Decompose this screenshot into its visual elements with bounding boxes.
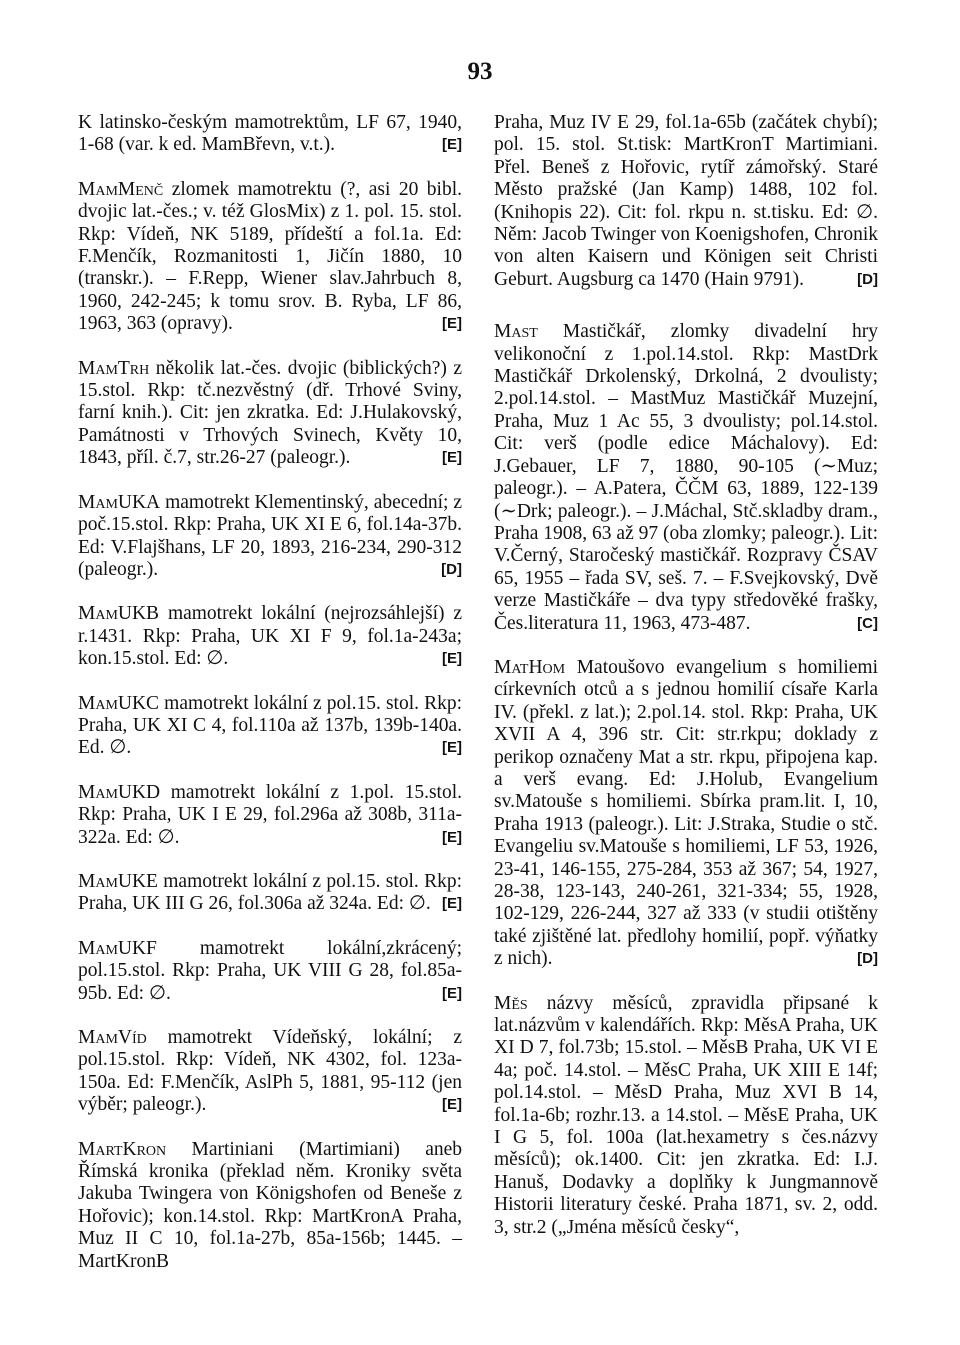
entry-headword: MamUKF — [78, 937, 157, 959]
entry-headword: MamUKD — [78, 781, 161, 803]
entry-martkron-continued — [494, 112, 878, 291]
entry-headword: MamUKC — [78, 692, 160, 714]
entry-mamuke — [78, 871, 462, 916]
entry-headword: MamUKE — [78, 870, 158, 892]
category-tag: [D] — [857, 270, 878, 288]
entry-headword: MamTrh — [78, 357, 150, 379]
entry-mamukf — [78, 938, 462, 1005]
category-tag: [E] — [442, 984, 462, 1002]
entry-mamtrh — [78, 358, 462, 470]
entry-text: mamotrekt lokální (nejrozsáhlejší) z r.1431. Rkp: Praha, UK XI F 9, fol.1a-243a; kon.15.stol. Ed: ∅. — [78, 603, 462, 670]
entry-text: Mastičkář, zlomky divadelní hry velikonoční z 1.pol.14.stol. Rkp: MastDrk Mastičkář Drkolenský, Drkolná, 2 dvoulisty; 2.pol.14.stol. – MastMuz Mastičkář Muzejní, Praha, Muz 1 Ac 55, 3 dvoulisty; pol.14.stol. Cit: verš (podle edice Máchalovy). Ed: J.Gebauer, LF 7, 1880, 90-105 (∼Muz; paleogr.). – A.Patera, ČČM 63, 1889, 122-139 (∼Drk; paleogr.). – J.Máchal, Stč.skladby dram., Praha 1908, 63 až 97 (oba zlomky; paleogr.). Lit: V.Černý, Staročeský mastičkář. Rozpravy ČSAV 65, 1955 – řada SV, seš. 7. – F.Svejkovský, Dvě verze Mastičkáře – dva typy středověké frašky, Čes.literatura 11, 1963, 473-487. — [494, 321, 878, 634]
category-tag: [E] — [442, 1096, 462, 1114]
entry-continuation — [78, 112, 462, 157]
entry-text: mamotrekt Klementinský, abecední; z poč.15.stol. Rkp: Praha, UK XI E 6, fol.14a-37b. Ed: V.Flajšhans, LF 20, 1893, 216-234, 290-312 (paleogr.). — [78, 491, 462, 580]
category-tag: [E] — [442, 650, 462, 668]
entry-mamukb — [78, 603, 462, 670]
entry-mast — [494, 321, 878, 635]
entry-headword: MartKron — [78, 1138, 167, 1160]
category-tag: [C] — [857, 614, 878, 632]
page-number: 93 — [467, 58, 493, 85]
entry-mamuka — [78, 492, 462, 582]
entry-mes — [494, 993, 878, 1239]
entry-mamukd — [78, 782, 462, 849]
entry-mamukc — [78, 693, 462, 760]
entry-text: mamotrekt lokální z pol.15. stol. Rkp: Praha, UK III G 26, fol.306a až 324a. Ed: ∅. — [78, 870, 462, 915]
entry-headword: Měs — [494, 992, 528, 1014]
category-tag: [E] — [442, 136, 462, 154]
entry-text: zlomek mamotrektu (?, asi 20 bibl. dvojic lat.-čes.; v. též GlosMix) z 1. pol. 15. stol. Rkp: Vídeň, NK 5189, přídeští a fol.1a. Ed: F.Menčík, Rozmanitosti 1, Jičín 1880, 10 (transkr.). – F.Repp, Wiener slav.Jahrbuch 8, 1960, 242-245; k tomu srov. B. Ryba, LF 86, 1963, 363 (opravy). — [78, 178, 463, 335]
category-tag: [E] — [442, 895, 462, 913]
entry-text: mamotrekt lokální z pol.15. stol. Rkp: Praha, UK XI C 4, fol.110a až 137b, 139b-140a. Ed. ∅. — [78, 692, 463, 759]
entry-martkron — [78, 1139, 462, 1273]
entry-headword: MamVíd — [78, 1027, 147, 1048]
entry-text: mamotrekt lokální,zkrácený; pol.15.stol. Rkp: Praha, UK VIII G 28, fol.85a-95b. Ed: ∅. — [78, 937, 462, 1004]
right-column — [494, 112, 878, 1261]
entry-headword: MamMenč — [78, 178, 164, 200]
category-tag: [E] — [442, 739, 462, 757]
category-tag: [E] — [442, 449, 462, 467]
category-tag: [D] — [441, 560, 462, 578]
entry-headword: Mast — [494, 321, 538, 343]
category-tag: [E] — [442, 315, 462, 333]
left-column — [78, 112, 462, 1295]
entry-text: názvy měsíců, zpravidla připsané k lat.názvům v kalendářích. Rkp: MěsA Praha, UK XI D 7, fol.73b; 15.stol. – MěsB Praha, UK VI E 4a; poč. 14.stol. – MěsC Praha, UK XIII E 14f; pol.14.stol. – MěsD Praha, Muz XVI B 14, fol.1a-6b; rozhr.13. a 14.stol. – MěsE Praha, UK I G 5, fol. 100a (lat.hexametry s čes.názvy měsíců); ok.1400. Cit: jen zkratka. Ed: I.J. Hanuš, Dodavky a doplňky k Jungmannově Historii literatury české. Praha 1871, sv. 2, odd. 3, str.2 („Jména měsíců česky“, — [494, 992, 878, 1238]
entry-text: mamotrekt lokální z 1.pol. 15.stol. Rkp: Praha, UK I E 29, fol.296a až 308b, 311a-322a. Ed: ∅. — [78, 781, 462, 848]
category-tag: [D] — [857, 950, 878, 968]
entry-text: mamotrekt Vídeňský, lokální; z pol.15.stol. Rkp: Vídeň, NK 4302, fol. 123a-150a. Ed: F.Menčík, AslPh 5, 1881, 95-112 (jen výběr; paleogr.). — [78, 1027, 462, 1116]
entry-text: Martiniani (Martimiani) aneb Římská kronika (překlad něm. Kroniky světa Jakuba Twingera von Königshofen od Beneše z Hořovic); kon.14.stol. Rkp: MartKronA Praha, Muz II C 10, fol.1a-27b, 85a-156b; 1445. – MartKronB — [78, 1138, 463, 1272]
entry-headword: MamUKB — [78, 603, 160, 625]
entry-mathom — [494, 657, 878, 971]
entry-text: Praha, Muz IV E 29, fol.1a-65b (začátek chybí); pol. 15. stol. St.tisk: MartKronT Martimiani. Přel. Beneš z Hořovic, rytíř zámořský. Staré Město pražské (Jan Kamp) 1488, 102 fol. (Knihopis 22). Cit: fol. rkpu n. st.tisku. Ed: ∅. Něm: Jacob Twinger von Koenigshofen, Chronik von alten Kaisern und Königen seit Christi Geburt. Augsburg ca 1470 (Hain 9791). — [494, 112, 878, 290]
entry-text: několik lat.-čes. dvojic (biblických?) z 15.stol. Rkp: tč.nezvěstný (dř. Trhové Sviny, farní knih.). Cit: jen zkratka. Ed: J.Hulakovský, Památnosti v Trhových Svinech, Květy 10, 1843, příl. č.7, str.26-27 (paleogr.). — [78, 357, 462, 469]
entry-mammenc — [78, 179, 462, 336]
entry-headword: MatHom — [494, 656, 566, 678]
entry-text: K latinsko-českým mamotrektům, LF 67, 1940, 1-68 (var. k ed. MamBřevn, v.t.). — [78, 112, 462, 156]
entry-mamvid — [78, 1027, 462, 1117]
category-tag: [E] — [442, 828, 462, 846]
entry-text: Matoušovo evangelium s homiliemi církevních otců a s jednou homilií císaře Karla IV. (překl. z lat.); 2.pol.14. stol. Rkp: Praha, UK XVII A 4, 396 str. Cit: str.rkpu; doklady z perikop označeny Mat a str. rkpu, připojena kap. a verš evang. Ed: J.Holub, Evangelium sv.Matouše s homiliemi. Sbírka pram.lit. I, 10, Praha 1913 (paleogr.). Lit: J.Straka, Studie o stč. Evangeliu sv.Matouše s homiliemi, LF 53, 1926, 23-41, 146-155, 275-284, 353 až 367; 54, 1927, 28-38, 123-143, 240-261, 321-334; 55, 1928, 102-129, 226-244, 327 až 333 (v studii otištěny také zjištěné lat. předlohy homilií, popř. výňatky z nich). — [494, 656, 878, 970]
entry-headword: MamUKA — [78, 491, 161, 513]
